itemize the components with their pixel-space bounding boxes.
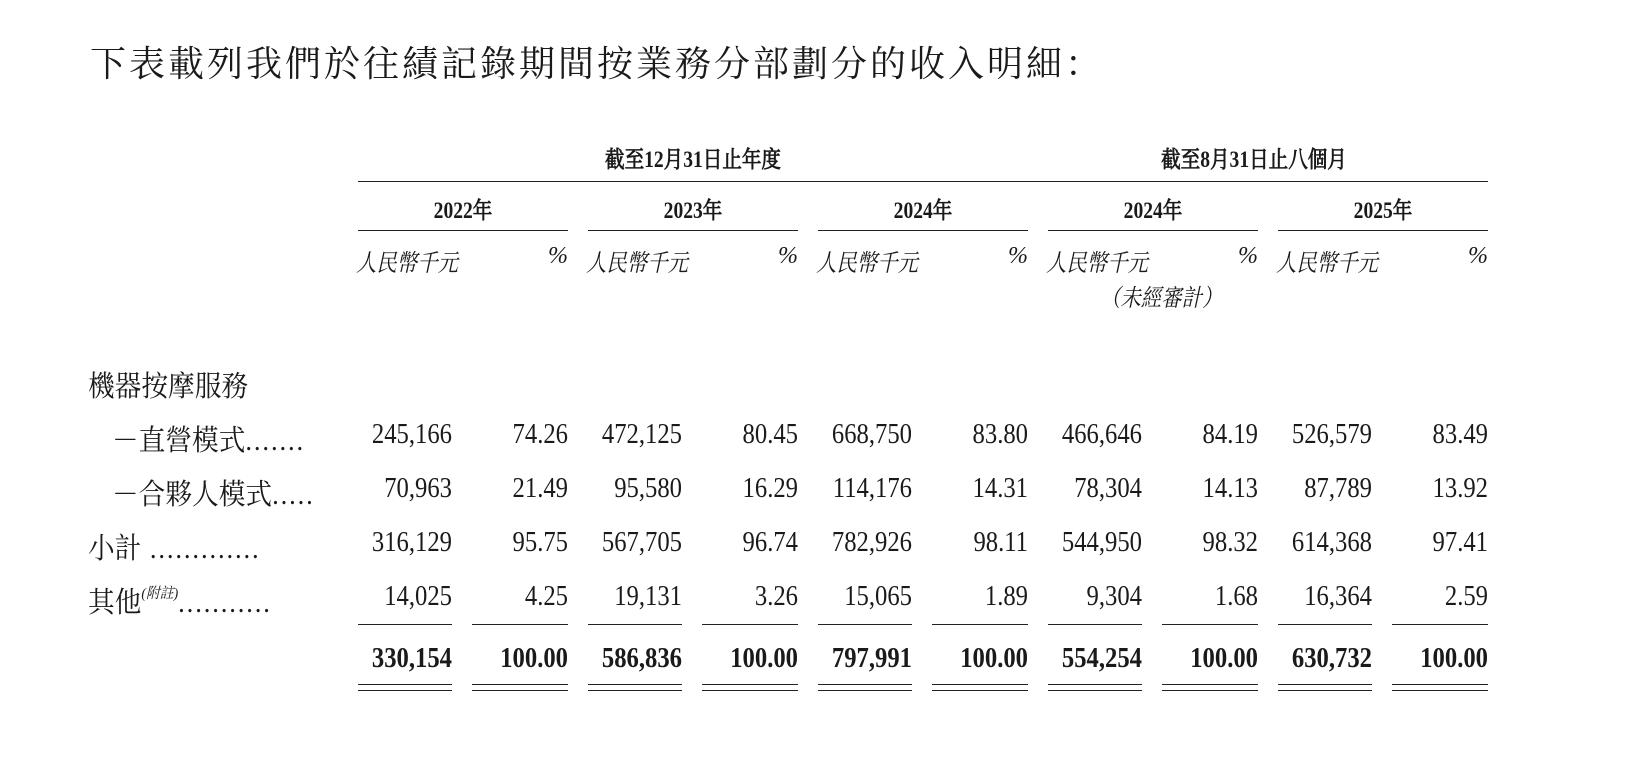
year-rule: [358, 230, 568, 231]
total-double-rule: [358, 684, 452, 685]
subtotal-rule: [1392, 624, 1488, 625]
subtotal-rule: [702, 624, 798, 625]
total-amount-cell: 586,836: [601, 642, 682, 674]
percent-cell: 14.13: [1202, 472, 1258, 504]
total-double-rule: [702, 690, 798, 691]
year-rule: [1048, 230, 1258, 231]
total-double-rule: [1278, 684, 1372, 685]
amount-cell: 544,950: [1061, 526, 1142, 558]
year-header-2023: 2023年: [663, 198, 723, 223]
row-label-others: 其他$^{(附註)}$...........: [88, 586, 272, 619]
year-header-2025-interim: 2025年: [1353, 198, 1413, 223]
percent-cell: 96.74: [742, 526, 798, 558]
total-double-rule: [1048, 684, 1142, 685]
subtotal-rule: [472, 624, 568, 625]
total-amount-cell: 797,991: [831, 642, 912, 674]
amount-cell: 567,705: [601, 526, 682, 558]
unit-label: 人民幣千元: [586, 251, 688, 277]
total-double-rule: [1162, 690, 1258, 691]
amount-cell: 472,125: [601, 418, 682, 450]
total-double-rule: [1392, 684, 1488, 685]
percent-cell: 14.31: [972, 472, 1028, 504]
unit-label: 人民幣千元: [816, 251, 918, 277]
percent-label: %: [1008, 243, 1028, 269]
year-header-2024: 2024年: [893, 198, 953, 223]
amount-cell: 316,129: [371, 526, 452, 558]
total-double-rule: [472, 690, 568, 691]
percent-cell: 1.68: [1214, 580, 1258, 612]
subtotal-rule: [1048, 624, 1142, 625]
amount-cell: 466,646: [1061, 418, 1142, 450]
percent-cell: 80.45: [742, 418, 798, 450]
period-header-annual: 截至12月31日止年度: [605, 147, 781, 172]
percent-cell: 1.89: [984, 580, 1028, 612]
total-double-rule: [818, 690, 912, 691]
unit-label: 人民幣千元: [1276, 251, 1378, 277]
amount-cell: 19,131: [614, 580, 682, 612]
total-double-rule: [818, 684, 912, 685]
total-double-rule: [588, 690, 682, 691]
percent-label: %: [1238, 243, 1258, 269]
percent-label: %: [778, 243, 798, 269]
total-amount-cell: 554,254: [1061, 642, 1142, 674]
total-double-rule: [472, 684, 568, 685]
amount-cell: 87,789: [1304, 472, 1372, 504]
amount-cell: 526,579: [1291, 418, 1372, 450]
percent-cell: 21.49: [512, 472, 568, 504]
percent-cell: 16.29: [742, 472, 798, 504]
percent-cell: 97.41: [1432, 526, 1488, 558]
total-double-rule: [1278, 690, 1372, 691]
row-label-subtotal: 小計 .............: [88, 533, 261, 565]
year-header-2024-interim: 2024年: [1123, 198, 1183, 223]
unaudited-label: （未經審計）: [1100, 286, 1223, 312]
subtotal-rule: [932, 624, 1028, 625]
percent-label: %: [548, 243, 568, 269]
row-label-direct: －直營模式.......: [112, 425, 305, 457]
period-header-eight-months: 截至8月31日止八個月: [1161, 147, 1347, 172]
total-double-rule: [932, 684, 1028, 685]
percent-cell: 74.26: [512, 418, 568, 450]
year-header-2022: 2022年: [433, 198, 493, 223]
percent-cell: 83.49: [1432, 418, 1488, 450]
total-percent-cell: 100.00: [730, 642, 798, 674]
year-rule: [588, 230, 798, 231]
subtotal-rule: [1278, 624, 1372, 625]
amount-cell: 95,580: [614, 472, 682, 504]
note-reference: (附註): [141, 586, 179, 602]
amount-cell: 245,166: [371, 418, 452, 450]
amount-cell: 114,176: [832, 472, 912, 504]
total-double-rule: [932, 690, 1028, 691]
amount-cell: 70,963: [384, 472, 452, 504]
percent-cell: 4.25: [524, 580, 568, 612]
total-amount-cell: 330,154: [371, 642, 452, 674]
percent-cell: 98.32: [1202, 526, 1258, 558]
total-percent-cell: 100.00: [1190, 642, 1258, 674]
total-double-rule: [1162, 684, 1258, 685]
total-double-rule: [702, 684, 798, 685]
total-percent-cell: 100.00: [1420, 642, 1488, 674]
percent-cell: 98.11: [973, 526, 1028, 558]
subtotal-rule: [588, 624, 682, 625]
amount-cell: 9,304: [1086, 580, 1142, 612]
row-label-machine-massage: 機器按摩服務: [88, 371, 249, 403]
total-double-rule: [358, 690, 452, 691]
row-label-partner: －合夥人模式.....: [112, 479, 315, 511]
percent-cell: 84.19: [1202, 418, 1258, 450]
subtotal-rule: [358, 624, 452, 625]
total-double-rule: [1392, 690, 1488, 691]
period-rule-annual: [358, 181, 1028, 182]
year-rule: [818, 230, 1028, 231]
amount-cell: 668,750: [831, 418, 912, 450]
total-percent-cell: 100.00: [960, 642, 1028, 674]
total-double-rule: [588, 684, 682, 685]
total-double-rule: [1048, 690, 1142, 691]
amount-cell: 15,065: [844, 580, 912, 612]
percent-cell: 13.92: [1432, 472, 1488, 504]
amount-cell: 782,926: [831, 526, 912, 558]
amount-cell: 16,364: [1304, 580, 1372, 612]
year-rule: [1278, 230, 1488, 231]
subtotal-rule: [818, 624, 912, 625]
total-amount-cell: 630,732: [1291, 642, 1372, 674]
percent-cell: 2.59: [1444, 580, 1488, 612]
subtotal-rule: [1162, 624, 1258, 625]
percent-cell: 83.80: [972, 418, 1028, 450]
period-rule-eight-months: [1020, 181, 1488, 182]
amount-cell: 14,025: [384, 580, 452, 612]
percent-cell: 95.75: [512, 526, 568, 558]
percent-cell: 3.26: [754, 580, 798, 612]
amount-cell: 614,368: [1291, 526, 1372, 558]
intro-text: 下表載列我們於往績記錄期間按業務分部劃分的收入明細：: [90, 44, 1105, 84]
unit-label: 人民幣千元: [1046, 251, 1148, 277]
total-percent-cell: 100.00: [500, 642, 568, 674]
unit-label: 人民幣千元: [356, 251, 458, 277]
percent-label: %: [1468, 243, 1488, 269]
amount-cell: 78,304: [1074, 472, 1142, 504]
